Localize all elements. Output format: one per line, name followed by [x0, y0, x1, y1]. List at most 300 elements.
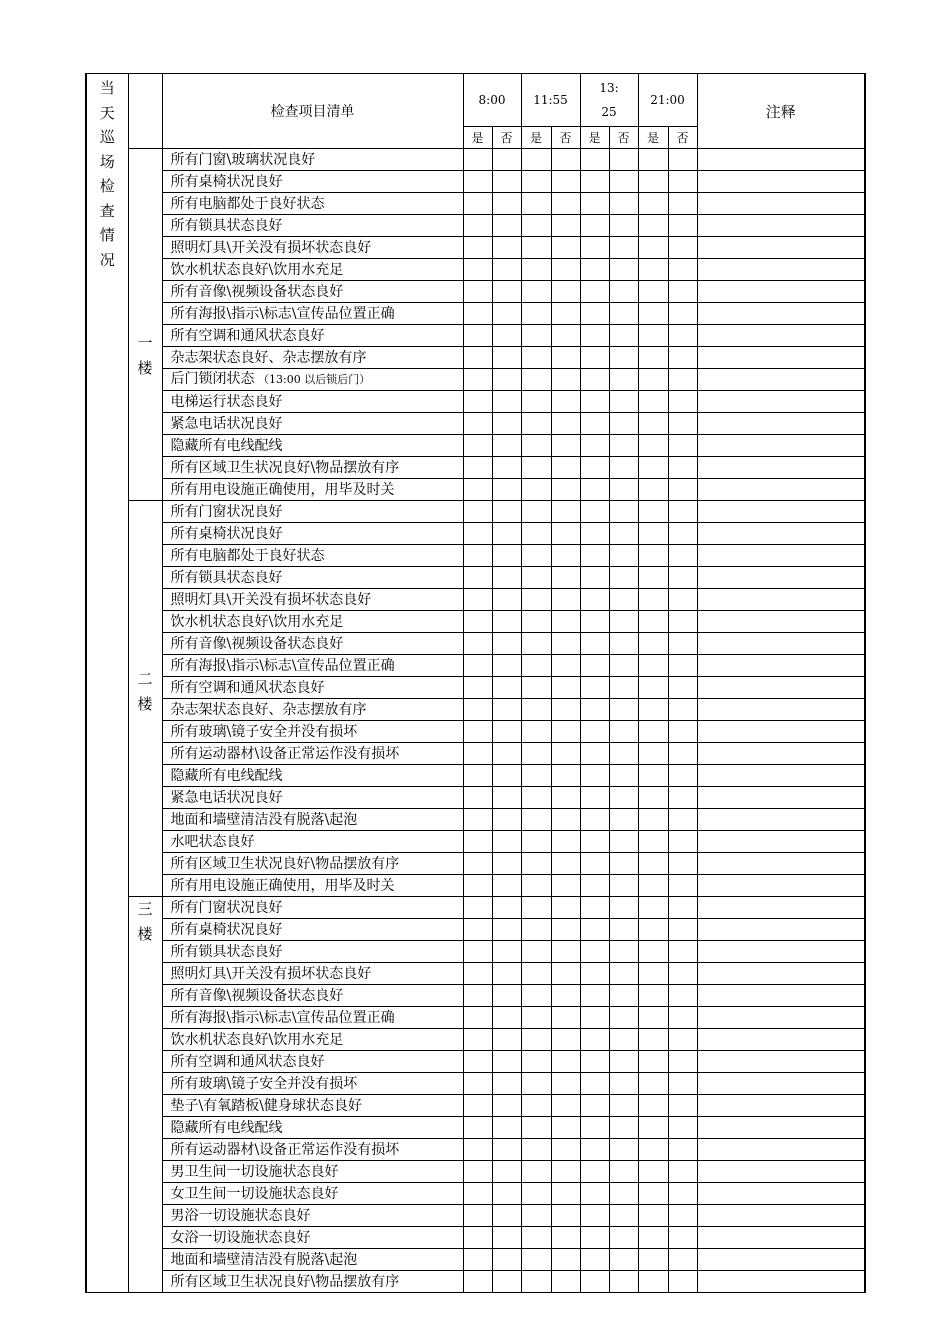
no-check-cell[interactable] [609, 259, 638, 281]
no-check-cell[interactable] [492, 391, 521, 413]
no-check-cell[interactable] [492, 1249, 521, 1271]
notes-cell[interactable] [697, 831, 865, 853]
yes-check-cell[interactable] [463, 193, 492, 215]
no-check-cell[interactable] [668, 369, 697, 391]
no-check-cell[interactable] [668, 765, 697, 787]
no-check-cell[interactable] [492, 193, 521, 215]
yes-check-cell[interactable] [521, 325, 551, 347]
no-check-cell[interactable] [668, 171, 697, 193]
yes-check-cell[interactable] [463, 677, 492, 699]
notes-cell[interactable] [697, 853, 865, 875]
no-check-cell[interactable] [551, 215, 580, 237]
no-check-cell[interactable] [551, 655, 580, 677]
no-check-cell[interactable] [551, 589, 580, 611]
yes-check-cell[interactable] [580, 193, 609, 215]
notes-cell[interactable] [697, 1161, 865, 1183]
yes-check-cell[interactable] [463, 1205, 492, 1227]
no-check-cell[interactable] [668, 611, 697, 633]
yes-check-cell[interactable] [463, 1029, 492, 1051]
no-check-cell[interactable] [609, 611, 638, 633]
yes-check-cell[interactable] [580, 523, 609, 545]
no-check-cell[interactable] [668, 743, 697, 765]
yes-check-cell[interactable] [463, 765, 492, 787]
no-check-cell[interactable] [551, 699, 580, 721]
no-check-cell[interactable] [668, 281, 697, 303]
yes-check-cell[interactable] [521, 1073, 551, 1095]
no-check-cell[interactable] [551, 149, 580, 171]
no-check-cell[interactable] [492, 1029, 521, 1051]
no-check-cell[interactable] [609, 875, 638, 897]
no-check-cell[interactable] [668, 457, 697, 479]
yes-check-cell[interactable] [638, 765, 668, 787]
yes-check-cell[interactable] [521, 1029, 551, 1051]
yes-check-cell[interactable] [638, 1183, 668, 1205]
no-check-cell[interactable] [609, 1271, 638, 1293]
yes-check-cell[interactable] [638, 1161, 668, 1183]
no-check-cell[interactable] [492, 281, 521, 303]
yes-check-cell[interactable] [580, 215, 609, 237]
yes-check-cell[interactable] [521, 1051, 551, 1073]
no-check-cell[interactable] [609, 743, 638, 765]
yes-check-cell[interactable] [638, 655, 668, 677]
yes-check-cell[interactable] [521, 699, 551, 721]
yes-check-cell[interactable] [580, 237, 609, 259]
no-check-cell[interactable] [492, 501, 521, 523]
yes-check-cell[interactable] [580, 391, 609, 413]
notes-cell[interactable] [697, 611, 865, 633]
yes-check-cell[interactable] [463, 1249, 492, 1271]
yes-check-cell[interactable] [463, 919, 492, 941]
yes-check-cell[interactable] [638, 1271, 668, 1293]
no-check-cell[interactable] [492, 897, 521, 919]
no-check-cell[interactable] [551, 523, 580, 545]
notes-cell[interactable] [697, 391, 865, 413]
yes-check-cell[interactable] [463, 259, 492, 281]
notes-cell[interactable] [697, 963, 865, 985]
notes-cell[interactable] [697, 699, 865, 721]
no-check-cell[interactable] [668, 787, 697, 809]
no-check-cell[interactable] [492, 171, 521, 193]
yes-check-cell[interactable] [580, 765, 609, 787]
no-check-cell[interactable] [609, 633, 638, 655]
no-check-cell[interactable] [668, 633, 697, 655]
no-check-cell[interactable] [668, 1205, 697, 1227]
no-check-cell[interactable] [551, 743, 580, 765]
no-check-cell[interactable] [668, 677, 697, 699]
notes-cell[interactable] [697, 875, 865, 897]
no-check-cell[interactable] [551, 1073, 580, 1095]
yes-check-cell[interactable] [638, 325, 668, 347]
no-check-cell[interactable] [668, 1227, 697, 1249]
yes-check-cell[interactable] [580, 479, 609, 501]
no-check-cell[interactable] [668, 875, 697, 897]
no-check-cell[interactable] [492, 259, 521, 281]
yes-check-cell[interactable] [521, 545, 551, 567]
yes-check-cell[interactable] [638, 457, 668, 479]
no-check-cell[interactable] [492, 1161, 521, 1183]
no-check-cell[interactable] [668, 259, 697, 281]
yes-check-cell[interactable] [463, 699, 492, 721]
yes-check-cell[interactable] [463, 1007, 492, 1029]
yes-check-cell[interactable] [580, 1227, 609, 1249]
yes-check-cell[interactable] [580, 149, 609, 171]
no-check-cell[interactable] [492, 523, 521, 545]
no-check-cell[interactable] [492, 567, 521, 589]
notes-cell[interactable] [697, 941, 865, 963]
notes-cell[interactable] [697, 281, 865, 303]
yes-check-cell[interactable] [463, 941, 492, 963]
yes-check-cell[interactable] [580, 1205, 609, 1227]
no-check-cell[interactable] [492, 1073, 521, 1095]
no-check-cell[interactable] [609, 567, 638, 589]
yes-check-cell[interactable] [638, 633, 668, 655]
yes-check-cell[interactable] [521, 633, 551, 655]
no-check-cell[interactable] [551, 633, 580, 655]
yes-check-cell[interactable] [521, 215, 551, 237]
notes-cell[interactable] [697, 721, 865, 743]
no-check-cell[interactable] [492, 1117, 521, 1139]
no-check-cell[interactable] [551, 985, 580, 1007]
no-check-cell[interactable] [668, 1183, 697, 1205]
no-check-cell[interactable] [668, 1051, 697, 1073]
no-check-cell[interactable] [668, 919, 697, 941]
yes-check-cell[interactable] [580, 941, 609, 963]
yes-check-cell[interactable] [580, 303, 609, 325]
notes-cell[interactable] [697, 149, 865, 171]
notes-cell[interactable] [697, 1271, 865, 1293]
notes-cell[interactable] [697, 919, 865, 941]
no-check-cell[interactable] [668, 589, 697, 611]
notes-cell[interactable] [697, 1249, 865, 1271]
yes-check-cell[interactable] [521, 281, 551, 303]
no-check-cell[interactable] [492, 853, 521, 875]
notes-cell[interactable] [697, 897, 865, 919]
notes-cell[interactable] [697, 677, 865, 699]
notes-cell[interactable] [697, 985, 865, 1007]
yes-check-cell[interactable] [521, 611, 551, 633]
no-check-cell[interactable] [551, 413, 580, 435]
no-check-cell[interactable] [551, 611, 580, 633]
yes-check-cell[interactable] [463, 1271, 492, 1293]
no-check-cell[interactable] [609, 985, 638, 1007]
yes-check-cell[interactable] [580, 677, 609, 699]
yes-check-cell[interactable] [521, 259, 551, 281]
yes-check-cell[interactable] [463, 149, 492, 171]
notes-cell[interactable] [697, 1183, 865, 1205]
yes-check-cell[interactable] [463, 589, 492, 611]
notes-cell[interactable] [697, 743, 865, 765]
no-check-cell[interactable] [492, 655, 521, 677]
no-check-cell[interactable] [492, 457, 521, 479]
no-check-cell[interactable] [492, 1271, 521, 1293]
yes-check-cell[interactable] [580, 281, 609, 303]
yes-check-cell[interactable] [521, 1205, 551, 1227]
no-check-cell[interactable] [609, 1139, 638, 1161]
yes-check-cell[interactable] [638, 435, 668, 457]
notes-cell[interactable] [697, 1139, 865, 1161]
no-check-cell[interactable] [551, 171, 580, 193]
no-check-cell[interactable] [551, 325, 580, 347]
no-check-cell[interactable] [609, 1029, 638, 1051]
yes-check-cell[interactable] [638, 875, 668, 897]
notes-cell[interactable] [697, 347, 865, 369]
no-check-cell[interactable] [551, 1095, 580, 1117]
no-check-cell[interactable] [609, 1051, 638, 1073]
no-check-cell[interactable] [609, 193, 638, 215]
yes-check-cell[interactable] [580, 1271, 609, 1293]
no-check-cell[interactable] [609, 699, 638, 721]
yes-check-cell[interactable] [638, 963, 668, 985]
yes-check-cell[interactable] [521, 237, 551, 259]
no-check-cell[interactable] [668, 1249, 697, 1271]
no-check-cell[interactable] [492, 1205, 521, 1227]
no-check-cell[interactable] [551, 1205, 580, 1227]
no-check-cell[interactable] [551, 963, 580, 985]
no-check-cell[interactable] [551, 347, 580, 369]
yes-check-cell[interactable] [638, 941, 668, 963]
yes-check-cell[interactable] [463, 1139, 492, 1161]
yes-check-cell[interactable] [521, 457, 551, 479]
yes-check-cell[interactable] [638, 743, 668, 765]
no-check-cell[interactable] [668, 149, 697, 171]
yes-check-cell[interactable] [580, 1117, 609, 1139]
yes-check-cell[interactable] [638, 1073, 668, 1095]
notes-cell[interactable] [697, 523, 865, 545]
notes-cell[interactable] [697, 457, 865, 479]
yes-check-cell[interactable] [580, 1095, 609, 1117]
no-check-cell[interactable] [609, 413, 638, 435]
yes-check-cell[interactable] [463, 743, 492, 765]
yes-check-cell[interactable] [638, 369, 668, 391]
yes-check-cell[interactable] [463, 215, 492, 237]
yes-check-cell[interactable] [463, 721, 492, 743]
yes-check-cell[interactable] [580, 897, 609, 919]
no-check-cell[interactable] [609, 1095, 638, 1117]
yes-check-cell[interactable] [463, 985, 492, 1007]
no-check-cell[interactable] [551, 567, 580, 589]
no-check-cell[interactable] [609, 149, 638, 171]
no-check-cell[interactable] [551, 435, 580, 457]
yes-check-cell[interactable] [580, 567, 609, 589]
no-check-cell[interactable] [668, 721, 697, 743]
yes-check-cell[interactable] [580, 611, 609, 633]
notes-cell[interactable] [697, 1205, 865, 1227]
yes-check-cell[interactable] [580, 1183, 609, 1205]
yes-check-cell[interactable] [463, 391, 492, 413]
yes-check-cell[interactable] [580, 1161, 609, 1183]
yes-check-cell[interactable] [580, 259, 609, 281]
yes-check-cell[interactable] [463, 611, 492, 633]
no-check-cell[interactable] [551, 391, 580, 413]
no-check-cell[interactable] [492, 303, 521, 325]
yes-check-cell[interactable] [463, 237, 492, 259]
yes-check-cell[interactable] [521, 435, 551, 457]
yes-check-cell[interactable] [521, 347, 551, 369]
no-check-cell[interactable] [551, 193, 580, 215]
no-check-cell[interactable] [609, 787, 638, 809]
no-check-cell[interactable] [668, 963, 697, 985]
yes-check-cell[interactable] [580, 347, 609, 369]
no-check-cell[interactable] [492, 545, 521, 567]
yes-check-cell[interactable] [638, 677, 668, 699]
no-check-cell[interactable] [609, 1073, 638, 1095]
no-check-cell[interactable] [668, 985, 697, 1007]
yes-check-cell[interactable] [521, 523, 551, 545]
yes-check-cell[interactable] [463, 435, 492, 457]
yes-check-cell[interactable] [638, 193, 668, 215]
yes-check-cell[interactable] [463, 347, 492, 369]
no-check-cell[interactable] [609, 589, 638, 611]
no-check-cell[interactable] [492, 875, 521, 897]
yes-check-cell[interactable] [638, 1095, 668, 1117]
yes-check-cell[interactable] [580, 589, 609, 611]
no-check-cell[interactable] [609, 1227, 638, 1249]
no-check-cell[interactable] [609, 325, 638, 347]
yes-check-cell[interactable] [580, 435, 609, 457]
no-check-cell[interactable] [551, 1183, 580, 1205]
yes-check-cell[interactable] [638, 699, 668, 721]
notes-cell[interactable] [697, 501, 865, 523]
yes-check-cell[interactable] [580, 1007, 609, 1029]
yes-check-cell[interactable] [521, 391, 551, 413]
no-check-cell[interactable] [492, 435, 521, 457]
yes-check-cell[interactable] [638, 1227, 668, 1249]
no-check-cell[interactable] [668, 523, 697, 545]
yes-check-cell[interactable] [463, 523, 492, 545]
no-check-cell[interactable] [609, 721, 638, 743]
no-check-cell[interactable] [492, 413, 521, 435]
yes-check-cell[interactable] [521, 1095, 551, 1117]
yes-check-cell[interactable] [638, 347, 668, 369]
no-check-cell[interactable] [668, 1271, 697, 1293]
yes-check-cell[interactable] [463, 787, 492, 809]
yes-check-cell[interactable] [463, 963, 492, 985]
notes-cell[interactable] [697, 237, 865, 259]
no-check-cell[interactable] [668, 237, 697, 259]
yes-check-cell[interactable] [521, 765, 551, 787]
no-check-cell[interactable] [668, 567, 697, 589]
yes-check-cell[interactable] [580, 457, 609, 479]
yes-check-cell[interactable] [638, 523, 668, 545]
yes-check-cell[interactable] [638, 545, 668, 567]
no-check-cell[interactable] [492, 369, 521, 391]
yes-check-cell[interactable] [638, 611, 668, 633]
yes-check-cell[interactable] [521, 501, 551, 523]
yes-check-cell[interactable] [638, 237, 668, 259]
yes-check-cell[interactable] [638, 787, 668, 809]
no-check-cell[interactable] [609, 655, 638, 677]
no-check-cell[interactable] [492, 985, 521, 1007]
yes-check-cell[interactable] [521, 787, 551, 809]
no-check-cell[interactable] [492, 215, 521, 237]
notes-cell[interactable] [697, 1227, 865, 1249]
no-check-cell[interactable] [609, 809, 638, 831]
yes-check-cell[interactable] [638, 413, 668, 435]
yes-check-cell[interactable] [521, 831, 551, 853]
yes-check-cell[interactable] [521, 479, 551, 501]
no-check-cell[interactable] [609, 281, 638, 303]
no-check-cell[interactable] [492, 325, 521, 347]
yes-check-cell[interactable] [638, 501, 668, 523]
yes-check-cell[interactable] [521, 1271, 551, 1293]
yes-check-cell[interactable] [638, 215, 668, 237]
yes-check-cell[interactable] [463, 875, 492, 897]
no-check-cell[interactable] [609, 1249, 638, 1271]
notes-cell[interactable] [697, 1007, 865, 1029]
no-check-cell[interactable] [609, 1117, 638, 1139]
no-check-cell[interactable] [668, 1095, 697, 1117]
yes-check-cell[interactable] [463, 1183, 492, 1205]
yes-check-cell[interactable] [580, 919, 609, 941]
yes-check-cell[interactable] [521, 193, 551, 215]
no-check-cell[interactable] [668, 215, 697, 237]
no-check-cell[interactable] [551, 853, 580, 875]
yes-check-cell[interactable] [638, 303, 668, 325]
yes-check-cell[interactable] [580, 963, 609, 985]
no-check-cell[interactable] [551, 677, 580, 699]
yes-check-cell[interactable] [463, 457, 492, 479]
yes-check-cell[interactable] [463, 413, 492, 435]
no-check-cell[interactable] [609, 677, 638, 699]
notes-cell[interactable] [697, 567, 865, 589]
no-check-cell[interactable] [668, 1161, 697, 1183]
no-check-cell[interactable] [668, 325, 697, 347]
yes-check-cell[interactable] [463, 545, 492, 567]
yes-check-cell[interactable] [521, 897, 551, 919]
yes-check-cell[interactable] [638, 985, 668, 1007]
yes-check-cell[interactable] [463, 1161, 492, 1183]
notes-cell[interactable] [697, 171, 865, 193]
notes-cell[interactable] [697, 193, 865, 215]
no-check-cell[interactable] [492, 479, 521, 501]
yes-check-cell[interactable] [463, 633, 492, 655]
notes-cell[interactable] [697, 589, 865, 611]
yes-check-cell[interactable] [638, 479, 668, 501]
no-check-cell[interactable] [668, 853, 697, 875]
yes-check-cell[interactable] [580, 875, 609, 897]
yes-check-cell[interactable] [638, 1117, 668, 1139]
no-check-cell[interactable] [551, 941, 580, 963]
no-check-cell[interactable] [551, 809, 580, 831]
no-check-cell[interactable] [492, 787, 521, 809]
yes-check-cell[interactable] [463, 831, 492, 853]
no-check-cell[interactable] [609, 435, 638, 457]
notes-cell[interactable] [697, 1073, 865, 1095]
no-check-cell[interactable] [492, 809, 521, 831]
no-check-cell[interactable] [609, 171, 638, 193]
notes-cell[interactable] [697, 479, 865, 501]
yes-check-cell[interactable] [521, 919, 551, 941]
no-check-cell[interactable] [492, 633, 521, 655]
yes-check-cell[interactable] [638, 589, 668, 611]
no-check-cell[interactable] [551, 897, 580, 919]
yes-check-cell[interactable] [521, 809, 551, 831]
yes-check-cell[interactable] [463, 479, 492, 501]
notes-cell[interactable] [697, 765, 865, 787]
yes-check-cell[interactable] [463, 1227, 492, 1249]
no-check-cell[interactable] [551, 237, 580, 259]
no-check-cell[interactable] [668, 699, 697, 721]
yes-check-cell[interactable] [638, 567, 668, 589]
yes-check-cell[interactable] [580, 985, 609, 1007]
yes-check-cell[interactable] [580, 369, 609, 391]
no-check-cell[interactable] [551, 259, 580, 281]
yes-check-cell[interactable] [463, 171, 492, 193]
no-check-cell[interactable] [609, 215, 638, 237]
no-check-cell[interactable] [492, 1183, 521, 1205]
no-check-cell[interactable] [551, 1227, 580, 1249]
yes-check-cell[interactable] [521, 567, 551, 589]
